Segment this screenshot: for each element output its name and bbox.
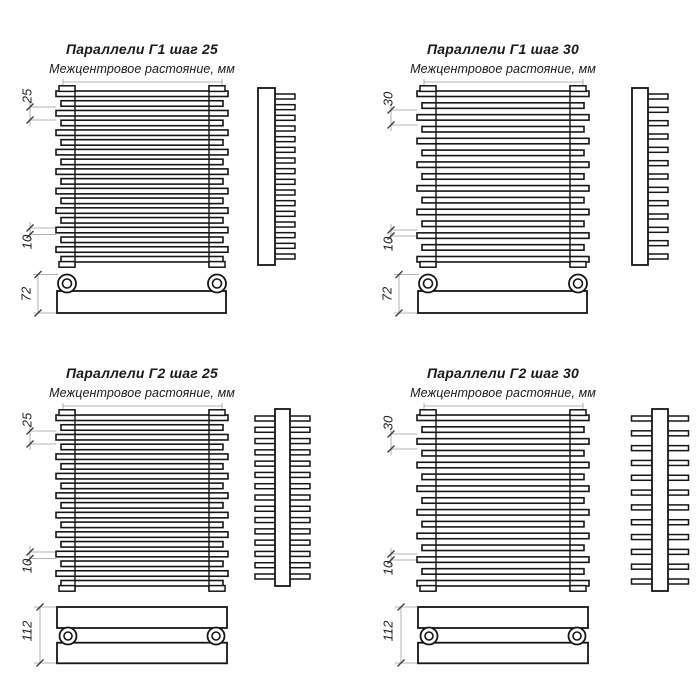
drawing-g1-25 xyxy=(27,79,296,317)
depth-dimension-label: 112 xyxy=(380,620,396,642)
pitch-dimension-label: 30 xyxy=(380,91,396,107)
variant-title-g2-25: Параллели Г2 шаг 25 xyxy=(66,365,218,381)
gap-dimension-label: 10 xyxy=(19,234,35,250)
drawing-g2-25 xyxy=(27,403,311,667)
variant-title-g2-30: Параллели Г2 шаг 30 xyxy=(427,365,579,381)
center-distance-label: Межцентровое растояние, мм xyxy=(49,62,235,76)
pitch-dimension-label: 25 xyxy=(19,412,35,428)
pitch-dimension-label: 30 xyxy=(380,415,396,431)
gap-dimension-label: 10 xyxy=(380,560,396,576)
center-distance-label: Межцентровое растояние, мм xyxy=(410,62,596,76)
depth-dimension-label: 72 xyxy=(18,286,34,302)
drawing-g1-30 xyxy=(388,79,669,317)
variant-title-g1-25: Параллели Г1 шаг 25 xyxy=(66,41,218,57)
variant-title-g1-30: Параллели Г1 шаг 30 xyxy=(427,41,579,57)
pitch-dimension-label: 25 xyxy=(19,88,35,104)
depth-dimension-label: 72 xyxy=(379,286,395,302)
center-distance-label: Межцентровое растояние, мм xyxy=(410,386,596,400)
drawing-g2-30 xyxy=(388,403,689,667)
center-distance-label: Межцентровое растояние, мм xyxy=(49,386,235,400)
gap-dimension-label: 10 xyxy=(380,236,396,252)
depth-dimension-label: 112 xyxy=(19,620,35,642)
gap-dimension-label: 10 xyxy=(19,558,35,574)
